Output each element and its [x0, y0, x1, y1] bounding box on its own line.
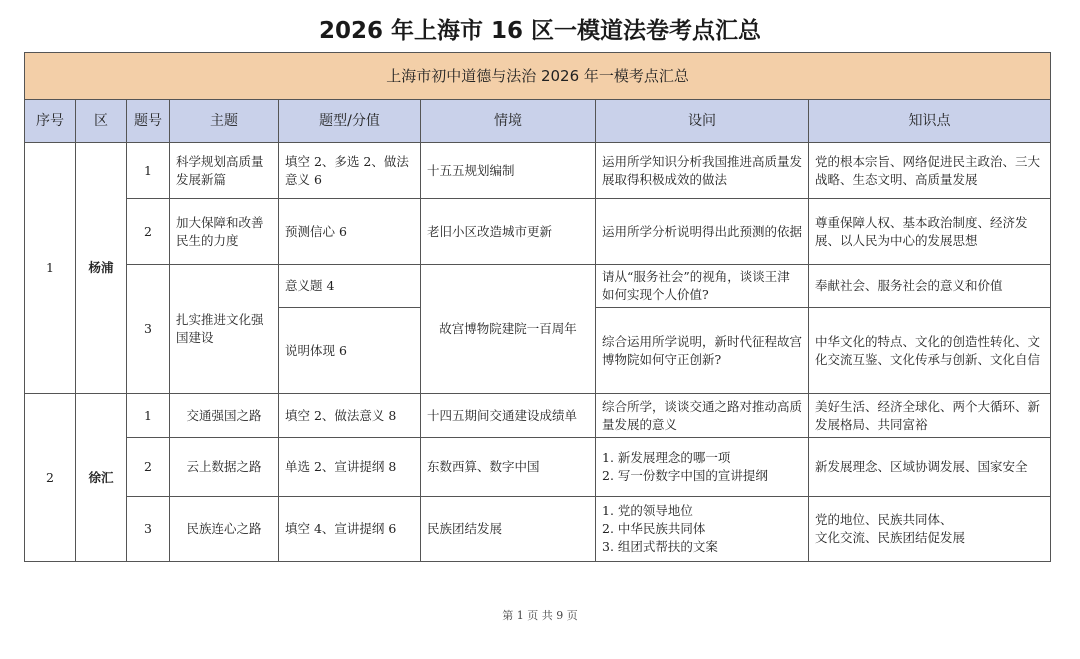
question-cell: 请从“服务社会”的视角，谈谈王津如何实现个人价值?: [596, 265, 809, 308]
qno-cell: 3: [127, 265, 170, 394]
qno-cell: 2: [127, 438, 170, 497]
page-footer: 第 1 页 共 9 页: [502, 609, 578, 622]
question-cell: 综合运用所学说明，新时代征程故宫博物院如何守正创新?: [596, 308, 809, 394]
qtype-cell: 填空 4、宣讲提纲 6: [279, 497, 421, 562]
table-title: 上海市初中道德与法治 2026 年一模考点汇总: [25, 53, 1051, 100]
qtype-cell: 填空 2、多选 2、做法意义 6: [279, 143, 421, 199]
question-cell: [596, 438, 809, 497]
table-row: [25, 394, 1051, 438]
header-question-type: 题型/分值: [279, 100, 421, 143]
header-theme: 主题: [170, 100, 279, 143]
context-cell: 东数西算、数字中国: [421, 438, 596, 497]
context-cell: 民族团结发展: [421, 497, 596, 562]
qno-cell: 3: [127, 497, 170, 562]
qtype-cell: 预测信心 6: [279, 199, 421, 265]
context-cell: 十五五规划编制: [421, 143, 596, 199]
question-line: 1. 新发展理念的哪一项: [602, 450, 731, 465]
theme-cell: 扎实推进文化强国建设: [170, 265, 279, 394]
question-cell: 综合所学，谈谈交通之路对推动高质量发展的意义: [596, 394, 809, 438]
qno-cell: 1: [127, 143, 170, 199]
table-row: [25, 497, 1051, 562]
question-line: 1. 党的领导地位: [602, 503, 693, 518]
seq-cell: 2: [25, 394, 76, 562]
header-question-number: 题号: [127, 100, 170, 143]
knowledge-line: 党的地位、民族共同体、: [815, 512, 953, 527]
knowledge-cell: 党的根本宗旨、网络促进民主政治、三大战略、生态文明、高质量发展: [809, 143, 1051, 199]
theme-cell: 加大保障和改善民生的力度: [170, 199, 279, 265]
header-knowledge: 知识点: [809, 100, 1051, 143]
theme-cell: 民族连心之路: [170, 497, 279, 562]
question-line: 2. 写一份数字中国的宣讲提纲: [602, 468, 768, 483]
context-cell: 老旧小区改造城市更新: [421, 199, 596, 265]
question-line: 2. 中华民族共同体: [602, 521, 706, 536]
theme-cell: 科学规划高质量发展新篇: [170, 143, 279, 199]
qtype-cell: 单选 2、宣讲提纲 8: [279, 438, 421, 497]
qtype-cell: 意义题 4: [279, 265, 421, 308]
seq-cell: 1: [25, 143, 76, 394]
qno-cell: 2: [127, 199, 170, 265]
district-cell: 徐汇: [76, 394, 127, 562]
table-row: [25, 199, 1051, 265]
theme-cell: 云上数据之路: [170, 438, 279, 497]
question-line: 3. 组团式帮扶的文案: [602, 539, 718, 554]
knowledge-cell: 中华文化的特点、文化的创造性转化、文化交流互鉴、文化传承与创新、文化自信: [809, 308, 1051, 394]
qtype-cell: 填空 2、做法意义 8: [279, 394, 421, 438]
knowledge-cell: 奉献社会、服务社会的意义和价值: [809, 265, 1051, 308]
summary-table: [24, 52, 1051, 562]
table-row: [25, 438, 1051, 497]
header-row: [25, 100, 1051, 143]
question-cell: 运用所学分析说明得出此预测的依据: [596, 199, 809, 265]
header-question: 设问: [596, 100, 809, 143]
knowledge-cell: [809, 497, 1051, 562]
question-cell: 运用所学知识分析我国推进高质量发展取得积极成效的做法: [596, 143, 809, 199]
knowledge-cell: 美好生活、经济全球化、两个大循环、新发展格局、共同富裕: [809, 394, 1051, 438]
table-row: [25, 143, 1051, 199]
header-district: 区: [76, 100, 127, 143]
question-cell: [596, 497, 809, 562]
context-cell: 故宫博物院建院一百周年: [421, 265, 596, 394]
qtype-cell: 说明体现 6: [279, 308, 421, 394]
district-cell: 杨浦: [76, 143, 127, 394]
header-context: 情境: [421, 100, 596, 143]
qno-cell: 1: [127, 394, 170, 438]
knowledge-cell: 尊重保障人权、基本政治制度、经济发展、以人民为中心的发展思想: [809, 199, 1051, 265]
table-row: [25, 265, 1051, 308]
knowledge-line: 文化交流、民族团结促发展: [815, 530, 966, 545]
document-title: 2026 年上海市 16 区一模道法卷考点汇总: [318, 18, 762, 44]
header-seq: 序号: [25, 100, 76, 143]
theme-cell: 交通强国之路: [170, 394, 279, 438]
context-cell: 十四五期间交通建设成绩单: [421, 394, 596, 438]
knowledge-cell: 新发展理念、区域协调发展、国家安全: [809, 438, 1051, 497]
